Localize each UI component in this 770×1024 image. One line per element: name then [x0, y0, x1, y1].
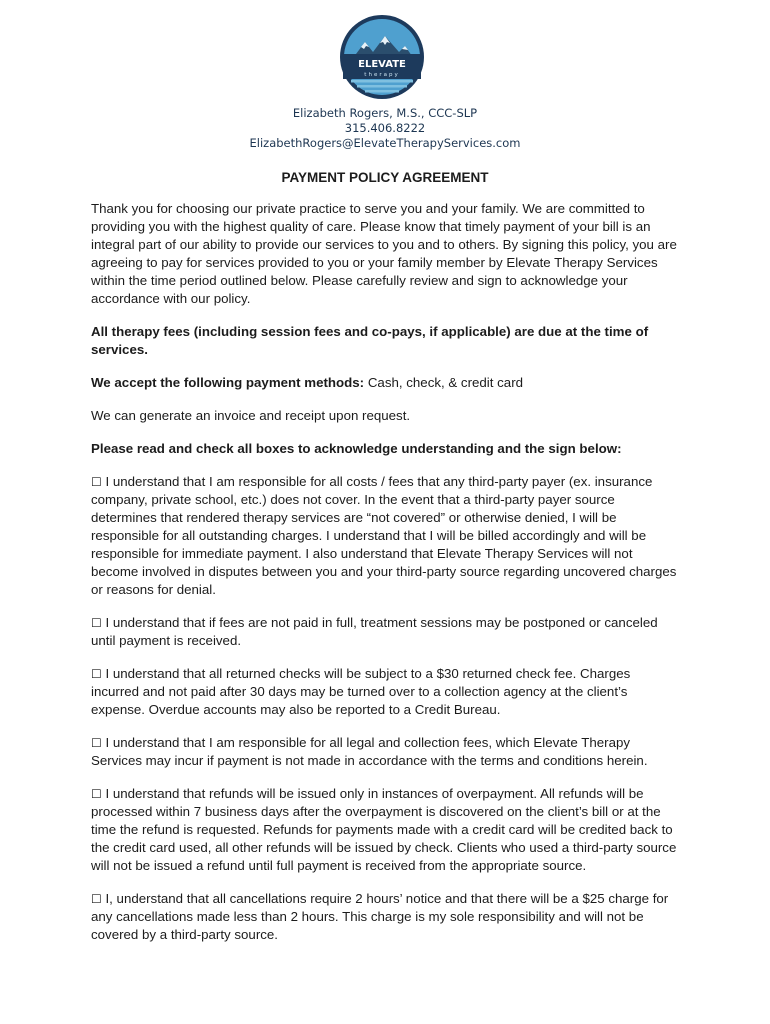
acknowledge-checkbox[interactable]: ☐ — [91, 667, 102, 681]
instructions: Please read and check all boxes to acknowledge understanding and the sign below: — [91, 441, 622, 456]
acknowledge-checkbox[interactable]: ☐ — [91, 736, 102, 750]
acknowledge-checkbox[interactable]: ☐ — [91, 892, 102, 906]
policy-item-4 — [91, 734, 681, 770]
intro-paragraph: Thank you for choosing our private practice to serve you and your family. We are committed to providing you with the highest quality of care. Please know that timely payment of your bill is an integral part of our ability to provide our services to you and to others. By signing this policy, you are agreeing to pay for services provided to you or your family member by Elevate Therapy Services within the time period outlined below. Please carefully review and sign to acknowledge your accordance with our policy. — [91, 201, 677, 306]
fees-due-statement: All therapy fees (including session fees and co-pays, if applicable) are due at the time of services. — [91, 324, 649, 357]
policy-item-2 — [91, 614, 681, 650]
policy-item-3 — [91, 665, 681, 719]
policy-item-text: I understand that if fees are not paid in full, treatment sessions may be postponed or canceled until payment is received. — [91, 615, 658, 648]
policy-item-6 — [91, 890, 681, 944]
logo-subword: therapy — [364, 72, 400, 78]
acknowledge-checkbox[interactable]: ☐ — [91, 787, 102, 801]
elevate-therapy-logo — [339, 14, 425, 100]
acknowledge-checkbox[interactable]: ☐ — [91, 616, 102, 630]
policy-item-5 — [91, 785, 681, 875]
policy-item-text: I understand that I am responsible for all legal and collection fees, which Elevate Therapy Services may incur if payment is not made in accordance with the terms and conditions herein. — [91, 735, 648, 768]
policy-item-text: I understand that refunds will be issued only in instances of overpayment. All refunds will be processed within 7 business days after the overpayment is discovered on the client’s bill or at the time the refund is requested. Refunds for payments made with a credit card will be credited back to the credit card used, all other refunds will be issued by check. Clients who used a third-party source will not be issued a refund until full payment is received from the appropriate source. — [91, 786, 677, 873]
policy-item-1 — [91, 473, 681, 599]
document-title: PAYMENT POLICY AGREEMENT — [281, 170, 489, 185]
policy-item-text: I understand that I am responsible for all costs / fees that any third-party payer (ex. insurance company, private school, etc.) does not cover. In the event that a third-party payer source determines that rendered therapy services are “not covered” or otherwise denied, I will be responsible for all outstanding charges. I understand that I will be billed accordingly and will be responsible for immediate payment. I also understand that Elevate Therapy Services will not become involved in disputes between you and your third-party source regarding uncovered charges or reasons for denial. — [91, 474, 677, 597]
payment-methods-label: We accept the following payment methods: — [91, 375, 365, 390]
payment-methods-value: Cash, check, & credit card — [364, 375, 524, 390]
document-body — [91, 200, 681, 959]
provider-email: ElizabethRogers@ElevateTherapyServices.com — [249, 136, 521, 150]
payment-methods — [91, 374, 681, 392]
acknowledge-checkbox[interactable]: ☐ — [91, 475, 102, 489]
logo-word: ELEVATE — [358, 59, 406, 70]
policy-item-text: I, understand that all cancellations require 2 hours’ notice and that there will be a $25 charge for any cancellations made less than 2 hours. This charge is my sole responsibility and will not be covered by a third-party source. — [91, 891, 669, 942]
invoice-note: We can generate an invoice and receipt upon request. — [91, 408, 411, 423]
policy-item-text: I understand that all returned checks will be subject to a $30 returned check fee. Charges incurred and not paid after 30 days may be turned over to a collection agency at the client’s expense. Overdue accounts may also be reported to a Credit Bureau. — [91, 666, 631, 717]
provider-phone: 315.406.8222 — [344, 121, 426, 135]
provider-name: Elizabeth Rogers, M.S., CCC-SLP — [292, 106, 478, 120]
